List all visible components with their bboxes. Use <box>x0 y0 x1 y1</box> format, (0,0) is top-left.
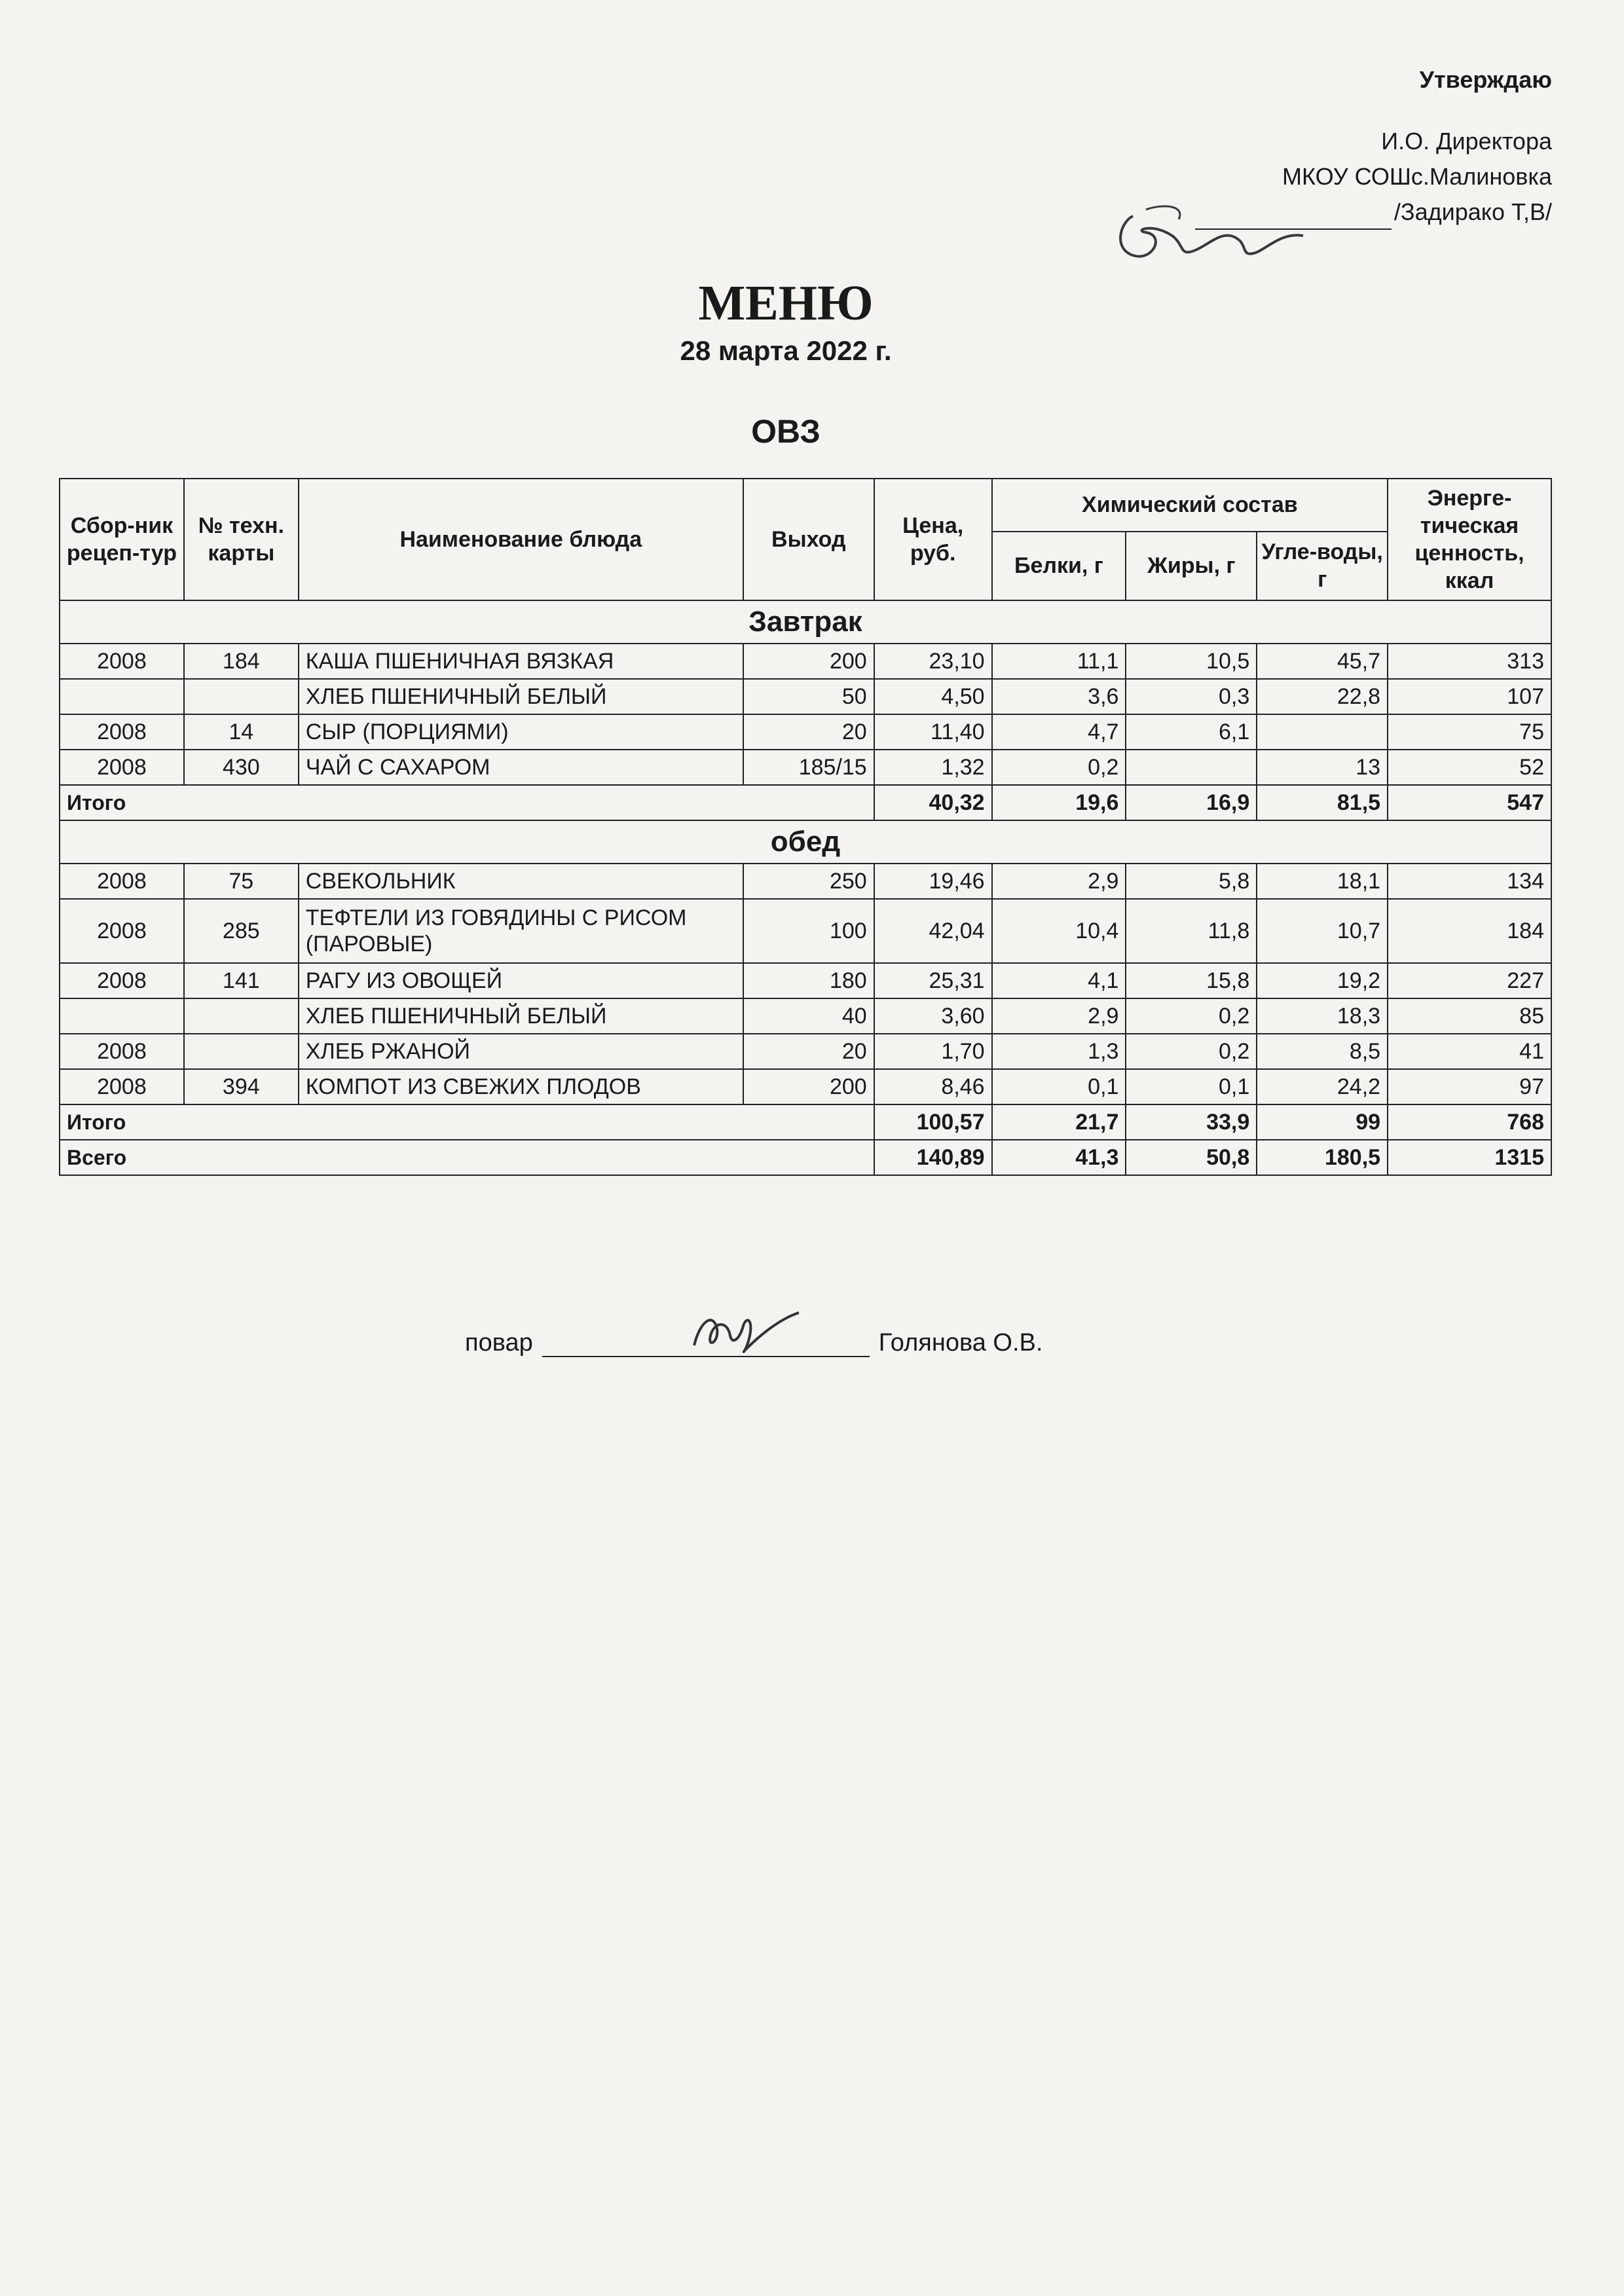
cell-dish-name: ХЛЕБ ПШЕНИЧНЫЙ БЕЛЫЙ <box>299 998 743 1034</box>
cell-collection: 2008 <box>60 1069 184 1104</box>
cell-fats: 15,8 <box>1126 963 1257 998</box>
cell-proteins: 4,7 <box>992 714 1126 750</box>
cell-collection: 2008 <box>60 644 184 679</box>
total-fats: 33,9 <box>1126 1104 1257 1140</box>
cell-price: 11,40 <box>874 714 992 750</box>
cell-tech-card: 141 <box>184 963 299 998</box>
table-row <box>60 750 1551 785</box>
cell-price: 25,31 <box>874 963 992 998</box>
page-title: МЕНЮ <box>698 276 874 331</box>
cell-output: 20 <box>743 714 874 750</box>
lunch-total-row <box>60 1104 1551 1140</box>
cell-price: 1,32 <box>874 750 992 785</box>
cell-dish-name: РАГУ ИЗ ОВОЩЕЙ <box>299 963 743 998</box>
grand-total-carbs: 180,5 <box>1257 1140 1388 1175</box>
cell-tech-card: 285 <box>184 899 299 963</box>
cell-proteins: 11,1 <box>992 644 1126 679</box>
cell-output: 180 <box>743 963 874 998</box>
header-collection: Сбор-ник рецеп-тур <box>60 479 184 600</box>
cell-energy: 75 <box>1388 714 1551 750</box>
cell-dish-name: СВЕКОЛЬНИК <box>299 864 743 899</box>
cell-collection <box>60 679 184 714</box>
cell-price: 3,60 <box>874 998 992 1034</box>
header-fats: Жиры, г <box>1126 532 1257 600</box>
cell-collection: 2008 <box>60 963 184 998</box>
cell-carbs <box>1257 714 1388 750</box>
cell-energy: 184 <box>1388 899 1551 963</box>
cell-price: 19,46 <box>874 864 992 899</box>
table-header-row <box>60 479 1551 532</box>
cell-collection <box>60 998 184 1034</box>
grand-total-proteins: 41,3 <box>992 1140 1126 1175</box>
total-proteins: 21,7 <box>992 1104 1126 1140</box>
grand-total-label: Всего <box>60 1140 874 1175</box>
grand-total-fats: 50,8 <box>1126 1140 1257 1175</box>
cell-price: 42,04 <box>874 899 992 963</box>
cell-output: 40 <box>743 998 874 1034</box>
cell-dish-name: ХЛЕБ РЖАНОЙ <box>299 1034 743 1069</box>
cook-signature <box>681 1300 812 1358</box>
header-tech-card: № техн. карты <box>184 479 299 600</box>
cell-proteins: 0,1 <box>992 1069 1126 1104</box>
header-carbs: Угле-воды, г <box>1257 532 1388 600</box>
cook-label: повар <box>465 1329 533 1357</box>
cell-energy: 85 <box>1388 998 1551 1034</box>
cell-fats <box>1126 750 1257 785</box>
cell-proteins: 3,6 <box>992 679 1126 714</box>
cell-energy: 52 <box>1388 750 1551 785</box>
cell-tech-card: 14 <box>184 714 299 750</box>
table-row <box>60 679 1551 714</box>
total-price: 40,32 <box>874 785 992 820</box>
table-row <box>60 899 1551 963</box>
approval-school: МКОУ СОШс.Малиновка <box>1282 163 1552 190</box>
cell-tech-card: 394 <box>184 1069 299 1104</box>
cell-price: 1,70 <box>874 1034 992 1069</box>
cell-proteins: 4,1 <box>992 963 1126 998</box>
header-price: Цена, руб. <box>874 479 992 600</box>
cell-price: 8,46 <box>874 1069 992 1104</box>
table-row <box>60 864 1551 899</box>
cell-energy: 41 <box>1388 1034 1551 1069</box>
menu-group: ОВЗ <box>751 413 821 450</box>
approval-signer: /Задирако Т,В/ <box>1393 198 1552 225</box>
director-signature <box>1107 196 1323 275</box>
total-proteins: 19,6 <box>992 785 1126 820</box>
section-breakfast <box>60 600 1551 644</box>
header-output: Выход <box>743 479 874 600</box>
cell-proteins: 2,9 <box>992 864 1126 899</box>
cell-output: 50 <box>743 679 874 714</box>
menu-date: 28 марта 2022 г. <box>680 335 892 366</box>
table-row <box>60 963 1551 998</box>
cell-dish-name: ХЛЕБ ПШЕНИЧНЫЙ БЕЛЫЙ <box>299 679 743 714</box>
cell-tech-card <box>184 679 299 714</box>
cell-carbs: 45,7 <box>1257 644 1388 679</box>
total-energy: 547 <box>1388 785 1551 820</box>
cell-proteins: 1,3 <box>992 1034 1126 1069</box>
cell-output: 200 <box>743 644 874 679</box>
cell-carbs: 18,1 <box>1257 864 1388 899</box>
total-carbs: 99 <box>1257 1104 1388 1140</box>
menu-table <box>59 478 1552 1176</box>
cell-fats: 5,8 <box>1126 864 1257 899</box>
cell-price: 23,10 <box>874 644 992 679</box>
header-proteins: Белки, г <box>992 532 1126 600</box>
cell-energy: 107 <box>1388 679 1551 714</box>
table-row <box>60 1069 1551 1104</box>
cell-fats: 0,2 <box>1126 998 1257 1034</box>
cell-energy: 313 <box>1388 644 1551 679</box>
cell-tech-card <box>184 1034 299 1069</box>
total-price: 100,57 <box>874 1104 992 1140</box>
cell-fats: 6,1 <box>1126 714 1257 750</box>
section-title: обед <box>60 820 1551 864</box>
cell-collection: 2008 <box>60 864 184 899</box>
cell-carbs: 8,5 <box>1257 1034 1388 1069</box>
total-label: Итого <box>60 785 874 820</box>
cell-output: 185/15 <box>743 750 874 785</box>
cell-proteins: 0,2 <box>992 750 1126 785</box>
approval-word: Утверждаю <box>1419 66 1552 93</box>
cell-dish-name: ТЕФТЕЛИ ИЗ ГОВЯДИНЫ С РИСОМ (ПАРОВЫЕ) <box>299 899 743 963</box>
header-energy: Энерге-тическая ценность, ккал <box>1388 479 1551 600</box>
cell-carbs: 19,2 <box>1257 963 1388 998</box>
cell-energy: 97 <box>1388 1069 1551 1104</box>
total-energy: 768 <box>1388 1104 1551 1140</box>
header-chem: Химический состав <box>992 479 1388 532</box>
cell-carbs: 13 <box>1257 750 1388 785</box>
cell-output: 200 <box>743 1069 874 1104</box>
grand-total-row <box>60 1140 1551 1175</box>
table-row <box>60 1034 1551 1069</box>
grand-total-price: 140,89 <box>874 1140 992 1175</box>
header-dish-name: Наименование блюда <box>299 479 743 600</box>
cell-proteins: 2,9 <box>992 998 1126 1034</box>
cell-tech-card: 430 <box>184 750 299 785</box>
cell-dish-name: СЫР (ПОРЦИЯМИ) <box>299 714 743 750</box>
cell-dish-name: КОМПОТ ИЗ СВЕЖИХ ПЛОДОВ <box>299 1069 743 1104</box>
breakfast-total-row <box>60 785 1551 820</box>
cell-dish-name: ЧАЙ С САХАРОМ <box>299 750 743 785</box>
cook-name: Голянова О.В. <box>878 1329 1043 1357</box>
cell-collection: 2008 <box>60 899 184 963</box>
table-row <box>60 714 1551 750</box>
cell-fats: 0,2 <box>1126 1034 1257 1069</box>
cell-output: 250 <box>743 864 874 899</box>
cell-collection: 2008 <box>60 750 184 785</box>
section-lunch <box>60 820 1551 864</box>
cell-output: 20 <box>743 1034 874 1069</box>
total-carbs: 81,5 <box>1257 785 1388 820</box>
total-fats: 16,9 <box>1126 785 1257 820</box>
cell-carbs: 24,2 <box>1257 1069 1388 1104</box>
cell-carbs: 10,7 <box>1257 899 1388 963</box>
cell-fats: 0,1 <box>1126 1069 1257 1104</box>
cell-fats: 10,5 <box>1126 644 1257 679</box>
cell-tech-card: 184 <box>184 644 299 679</box>
section-title: Завтрак <box>60 600 1551 644</box>
total-label: Итого <box>60 1104 874 1140</box>
cell-price: 4,50 <box>874 679 992 714</box>
approval-position: И.О. Директора <box>1381 128 1552 155</box>
cell-fats: 0,3 <box>1126 679 1257 714</box>
cell-dish-name: КАША ПШЕНИЧНАЯ ВЯЗКАЯ <box>299 644 743 679</box>
cell-fats: 11,8 <box>1126 899 1257 963</box>
cell-proteins: 10,4 <box>992 899 1126 963</box>
table-row <box>60 998 1551 1034</box>
cell-energy: 227 <box>1388 963 1551 998</box>
cell-output: 100 <box>743 899 874 963</box>
cell-energy: 134 <box>1388 864 1551 899</box>
cell-collection: 2008 <box>60 1034 184 1069</box>
cell-tech-card <box>184 998 299 1034</box>
table-row <box>60 644 1551 679</box>
cell-carbs: 22,8 <box>1257 679 1388 714</box>
cell-carbs: 18,3 <box>1257 998 1388 1034</box>
cell-collection: 2008 <box>60 714 184 750</box>
grand-total-energy: 1315 <box>1388 1140 1551 1175</box>
cell-tech-card: 75 <box>184 864 299 899</box>
